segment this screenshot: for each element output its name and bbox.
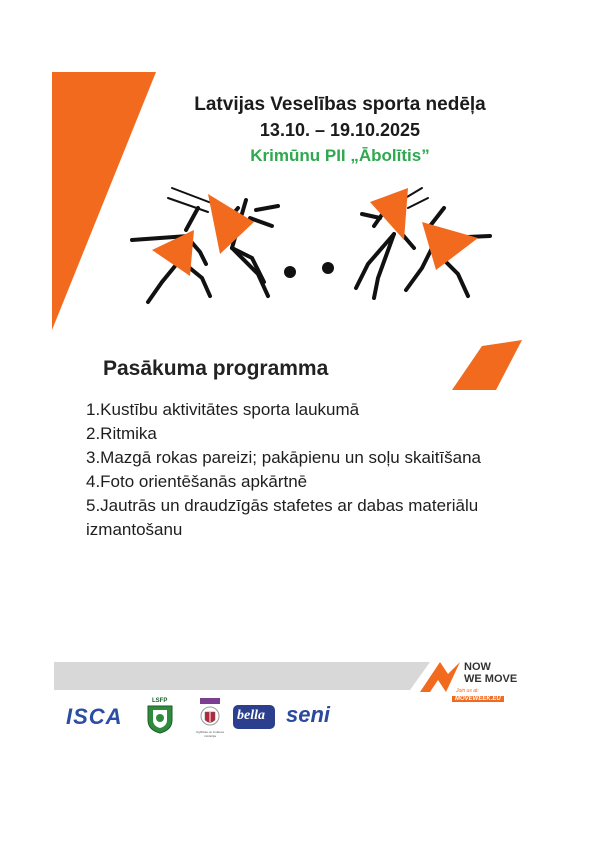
orange-parallelogram-decoration <box>452 340 524 392</box>
join-us-label: Join us at: <box>456 688 479 694</box>
event-dates: 13.10. – 19.10.2025 <box>259 120 421 140</box>
isca-logo: ISCA <box>66 704 123 729</box>
moveweek-badge: MOVEWEEK.EU <box>452 696 504 702</box>
program-item: 1.Kustību aktivitātes sporta laukumā <box>86 400 360 419</box>
event-title: Latvijas Veselības sporta nedēļa <box>194 94 486 115</box>
program-item: 4.Foto orientēšanās apkārtnē <box>86 472 308 491</box>
lsfp-label: LSFP <box>152 698 168 704</box>
bella-label: bella <box>237 708 265 723</box>
seni-logo: seni <box>286 702 331 727</box>
program-item: 3.Mazgā rokas pareizi; pakāpienu un soļu skaitīšana <box>86 448 482 467</box>
school-name: Krimūnu PII „Ābolītis” <box>250 146 430 165</box>
we-move-label: WE MOVE <box>464 673 518 685</box>
figures-left-illustration <box>128 178 308 308</box>
ministry-emblem-icon <box>195 698 225 730</box>
program-title: Pasākuma programma <box>103 357 329 380</box>
now-we-move-logo <box>418 660 538 710</box>
figures-right-illustration <box>318 178 494 308</box>
now-label: NOW <box>464 661 491 673</box>
lsfp-logo <box>146 698 174 734</box>
program-item: 2.Ritmika <box>86 424 157 443</box>
ministry-logo <box>190 698 230 744</box>
bella-logo <box>233 705 275 729</box>
footer-gray-band <box>54 662 434 690</box>
program-item: 5.Jautrās un draudzīgās stafetes ar dabas materiālu izmantošanu <box>86 496 479 539</box>
program-list <box>86 398 506 542</box>
ministry-label: Izglītības un zinātnes ministrija <box>195 730 225 738</box>
